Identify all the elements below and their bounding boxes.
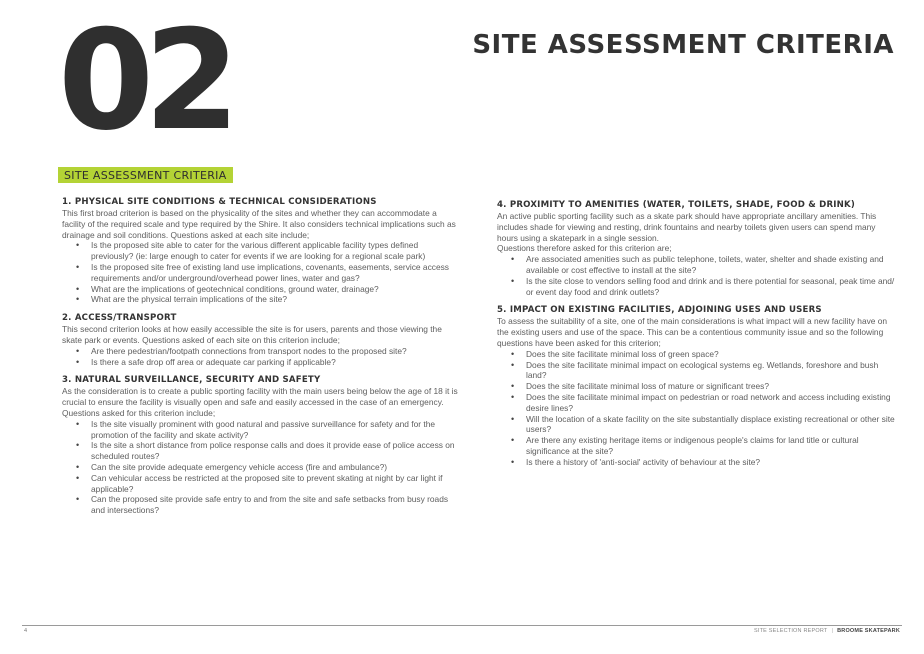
question-item: • Are associated amenities such as public telephone, toilets, water, shelter and shade existing and available or cost effective to install at the site? — [497, 254, 897, 276]
page-number: 4 — [24, 628, 28, 634]
question-item: • What are the implications of geotechnical conditions, ground water, drainage? — [62, 284, 462, 295]
criterion-questions — [62, 240, 462, 305]
footer-separator: | — [831, 628, 834, 634]
question-item: • Is there a safe drop off area or adequate car parking if applicable? — [62, 357, 462, 368]
section-banner: SITE ASSESSMENT CRITERIA — [58, 167, 233, 183]
criterion-text: To assess the suitability of a site, one of the main considerations is what impact will a new facility have on the existing users and use of the space. This can be a contentious community issue and so the following questions have been asked for this criterion; — [497, 316, 888, 348]
question-item: • Is there a history of 'anti-social' activity of behaviour at the site? — [497, 457, 897, 468]
criterion-1 — [62, 197, 462, 305]
question-item: • Does the site facilitate minimal loss of green space? — [497, 349, 897, 360]
criterion-questions — [497, 254, 897, 297]
criterion-questions — [62, 419, 462, 516]
question-item: • What are the physical terrain implications of the site? — [62, 294, 462, 305]
criterion-questions — [62, 346, 462, 368]
criterion-heading: 1. PHYSICAL SITE CONDITIONS & TECHNICAL CONSIDERATIONS — [62, 197, 377, 207]
chapter-number: 02 — [58, 0, 231, 161]
question-item: • Does the site facilitate minimal impact on ecological systems eg. Wetlands, foreshore and bush land? — [497, 360, 897, 382]
criterion-text-followup: Questions therefore asked for this criterion are; — [497, 243, 672, 254]
criterion-text: As the consideration is to create a public sporting facility with the main users being below the age of 18 it is crucial to ensure the facility is visually open and safe and easily accessed in the case of an emergency. Questions asked for this criterion include; — [62, 386, 458, 418]
footer-divider — [22, 625, 902, 626]
criterion-heading: 4. PROXIMITY TO AMENITIES (WATER, TOILETS, SHADE, FOOD & DRINK) — [497, 200, 856, 210]
criterion-text: An active public sporting facility such as a skate park should have appropriate ancillary amenities. This includes shade for viewing and resting, drink fountains and nearby toilets given users can spend many hours using a skatepark in a single session. — [497, 211, 877, 243]
question-item: • Is the site visually prominent with good natural and passive surveillance for safety and for the promotion of the facility and skate activity? — [62, 419, 462, 441]
question-item: • Is the site a short distance from police response calls and does it provide ease of police access on scheduled routes? — [62, 440, 462, 462]
criterion-heading: 3. NATURAL SURVEILLANCE, SECURITY AND SAFETY — [62, 375, 321, 386]
criterion-questions — [497, 349, 897, 468]
footer-label — [754, 628, 900, 634]
criterion-2 — [62, 313, 462, 367]
project-label: BROOME SKATEPARK — [837, 628, 900, 634]
report-label: SITE SELECTION REPORT — [753, 628, 828, 634]
left-column — [62, 197, 462, 524]
question-item: • Is the site close to vendors selling food and drink and is there potential for seasonal, peak time and/ or event day food and drink outlets? — [497, 276, 897, 298]
criterion-text: This second criterion looks at how easily accessible the site is for users, parents and those viewing the skate park or events. Questions asked of each site on this criterion include; — [62, 324, 442, 345]
question-item: • Are there any existing heritage items or indigenous people's claims for land title or cultural significance at the site? — [497, 435, 897, 457]
question-item: • Will the location of a skate facility on the site substantially displace existing recreational or other site users? — [497, 414, 897, 436]
right-column — [497, 200, 897, 476]
page-title: SITE ASSESSMENT CRITERIA — [472, 30, 894, 60]
criterion-3 — [62, 375, 462, 516]
question-item: • Can the site provide adequate emergency vehicle access (fire and ambulance?) — [62, 462, 462, 473]
question-item: • Does the site facilitate minimal impact on pedestrian or road network and access including existing desire lines? — [497, 392, 897, 414]
question-item: • Are there pedestrian/footpath connections from transport nodes to the proposed site? — [62, 346, 462, 357]
question-item: • Does the site facilitate minimal loss of mature or significant trees? — [497, 381, 897, 392]
criterion-heading: 5. IMPACT ON EXISTING FACILITIES, ADJOINING USES AND USERS — [497, 305, 822, 316]
question-item: • Is the proposed site free of existing land use implications, covenants, easements, service access requirements and/or underground/overhead power lines, water and gas? — [62, 262, 462, 284]
criterion-5 — [497, 305, 897, 467]
criterion-heading: 2. ACCESS/TRANSPORT — [62, 313, 177, 324]
criterion-4 — [497, 200, 897, 297]
criterion-text: This first broad criterion is based on the physicality of the sites and whether they can accommodate a facility of the required scale and type required by the Shire. It also considers technical implications such as drainage and soil conditions. Questions asked at each site include; — [62, 208, 456, 240]
question-item: • Can the proposed site provide safe entry to and from the site and safe setbacks from busy roads and intersections? — [62, 494, 462, 516]
question-item: • Can vehicular access be restricted at the proposed site to prevent skating at night by car light if applicable? — [62, 473, 462, 495]
question-item: • Is the proposed site able to cater for the various different applicable facility types defined previously? (ie: large enough to cater for events if we are looking for a regional scale park) — [62, 240, 462, 262]
